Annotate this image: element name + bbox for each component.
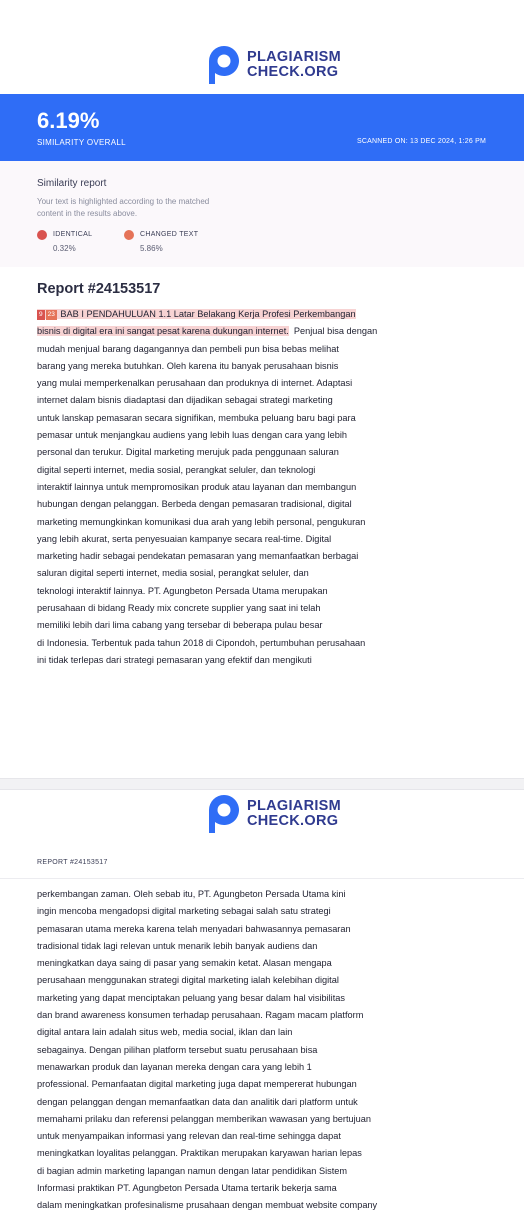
text-line: tradisional tidak lagi relevan untuk menarik lebih banyak audiens dan — [37, 940, 318, 951]
text-line: digital seperti internet, media sosial, perangkat seluler, dan teknologi — [37, 464, 316, 475]
logo-wordmark — [247, 50, 341, 80]
text-line: perkembangan zaman. Oleh sebab itu, PT. Agungbeton Persada Utama kini — [37, 889, 346, 899]
text-line: dalam meningkatkan profesinalisme prusahaan dengan membuat website company — [37, 1200, 378, 1211]
legend-changed-label: CHANGED TEXT — [140, 231, 199, 238]
text-line: teknologi interaktif lainnya. PT. Agungbeton Persada Utama merupakan — [37, 585, 328, 596]
similarity-report-description: Your text is highlighted according to the matched content in the results above. — [37, 197, 210, 218]
text-line: menawarkan produk dan layanan mereka dengan cara yang lebih 1 — [37, 1061, 312, 1072]
match-badge-changed[interactable]: 23 — [47, 311, 55, 318]
legend-identical-value: 0.32% — [53, 244, 76, 253]
text-line: internet dalam bisnis diadaptasi dan dijadikan sebagai strategi marketing — [37, 395, 333, 406]
text-line: personal dan terukur. Digital marketing merujuk pada penggunaan saluran — [37, 447, 339, 458]
text-line: meningkatkan daya saing di pasar yang semakin ketat. Alasan mengapa — [37, 958, 332, 969]
similarity-overall-label: SIMILARITY OVERALL — [37, 138, 126, 147]
text-line — [37, 323, 409, 340]
text-line: mudah menjual barang dagangannya dan pembeli pun bisa bebas melihat — [37, 343, 339, 354]
logo-icon — [209, 46, 239, 84]
text-line: Informasi praktikan PT. Agungbeton Persada Utama tertarik bekerja sama — [37, 1183, 337, 1194]
text-line: saluran digital seperti internet, media sosial, perangkat seluler, dan — [37, 568, 309, 579]
text-line: ingin mencoba mengadopsi digital marketing sebagai salah satu strategi — [37, 906, 331, 917]
report-title: Report #24153517 — [37, 281, 161, 297]
text-line: untuk lanskap pemasaran secara signifikan, membuka peluang baru bagi para — [37, 412, 356, 423]
text-line: yang lebih akurat, serta penyesuaian kampanye secara real-time. Digital — [37, 533, 332, 544]
highlighted-match[interactable] — [37, 309, 356, 319]
report-body-page-1 — [37, 306, 409, 669]
plagiarism-check-logo-page-2[interactable] — [209, 795, 341, 833]
text-line: meningkatkan loyalitas pelanggan. Praktikan merupakan karyawan harian lepas — [37, 1148, 362, 1159]
logo-wordmark — [247, 799, 341, 829]
text-line: marketing memungkinkan komunikasi dua arah yang lebih personal, pengukuran — [37, 516, 366, 527]
scanned-on-date: SCANNED ON: 13 DEC 2024, 1:26 PM — [357, 138, 486, 145]
highlighted-text[interactable]: bisnis di digital era ini sangat pesat karena dukungan internet. — [37, 326, 289, 337]
text-line: pemasar untuk menjangkau audiens yang lebih luas dengan cara yang lebih — [37, 430, 348, 441]
similarity-report-box — [0, 161, 524, 267]
text-line: barang yang mereka butuhkan. Oleh karena itu banyak perusahaan bisnis — [37, 360, 339, 371]
report-page-2 — [0, 790, 524, 1211]
similarity-percent: 6.19% — [37, 108, 100, 133]
text-line: di bagian admin marketing lapangan namun dengan latar pendidikan Sistem — [37, 1165, 348, 1176]
header-divider — [0, 878, 524, 879]
text-line: memahami prilaku dan referensi pelanggan memberikan wawasan yang bertujuan — [37, 1113, 372, 1124]
text-line: dan brand awareness konsumen terhadap perusahaan. Ragam macam platform — [37, 1010, 364, 1021]
logo-line-1: PLAGIARISM — [247, 49, 342, 65]
legend-identical-label: IDENTICAL — [53, 231, 93, 238]
text-line: untuk menyampaikan informasi yang relevan dan real-time sehingga dapat — [37, 1131, 341, 1142]
logo-line-2: CHECK.ORG — [247, 64, 339, 80]
text-line: marketing yang dapat menciptakan peluang yang besar dalam hal visibilitas — [37, 992, 345, 1003]
logo-line-1: PLAGIARISM — [247, 798, 342, 814]
highlighted-text: BAB I PENDAHULUAN 1.1 Latar Belakang Kerja Profesi Perkembangan — [60, 309, 356, 319]
text-line — [37, 306, 409, 323]
text-line: di Indonesia. Terbentuk pada tahun 2018 di Cipondoh, pertumbuhan perusahaan — [37, 637, 366, 648]
legend-changed-value: 5.86% — [140, 244, 163, 253]
plagiarism-check-logo[interactable] — [209, 46, 341, 84]
text-fragment: Penjual bisa dengan — [293, 326, 378, 337]
text-line: dengan pelanggan dengan memanfaatkan data dan analitik dari platform untuk — [37, 1096, 358, 1107]
logo-icon — [209, 795, 239, 833]
text-line: pemasaran utama mereka karena telah menyadari bahwasannya pemasaran — [37, 923, 351, 934]
similarity-summary-banner — [0, 94, 524, 161]
text-line: marketing hadir sebagai pendekatan pemasaran yang memanfaatkan berbagai — [37, 551, 359, 562]
text-line: hubungan dengan pelanggan. Berbeda dengan pemasaran tradisional, digital — [37, 499, 352, 510]
logo-line-2: CHECK.ORG — [247, 813, 339, 829]
similarity-report-heading: Similarity report — [37, 178, 107, 189]
text-line: digital antara lain adalah situs web, media social, iklan dan lain — [37, 1027, 293, 1038]
changed-text-dot-icon — [124, 230, 134, 240]
report-id-header: REPORT #24153517 — [37, 859, 108, 866]
text-line: interaktif lainnya untuk mempromosikan produk atau layanan dan membangun — [37, 481, 357, 492]
text-line: memiliki lebih dari lima cabang yang tersebar di beberapa pulau besar — [37, 620, 323, 631]
identical-dot-icon — [37, 230, 47, 240]
text-line: ini tidak terlepas dari strategi pemasaran yang efektif dan mengikuti — [37, 654, 312, 665]
text-line: professional. Pemanfaatan digital marketing juga dapat mempererat hubungan — [37, 1079, 357, 1090]
match-badge-identical[interactable]: 9 — [39, 311, 43, 318]
report-body-page-2 — [37, 886, 409, 1215]
text-line: yang mulai memperkenalkan perusahaan dan produknya di internet. Adaptasi — [37, 378, 353, 389]
text-line: perusahaan di bidang Ready mix concrete supplier yang saat ini telah — [37, 603, 321, 614]
page-break — [0, 778, 524, 790]
text-line: perusahaan menggunakan strategi digital marketing ialah kelebihan digital — [37, 975, 339, 986]
text-line: sebagainya. Dengan pilihan platform tersebut suatu perusahaan bisa — [37, 1044, 318, 1055]
